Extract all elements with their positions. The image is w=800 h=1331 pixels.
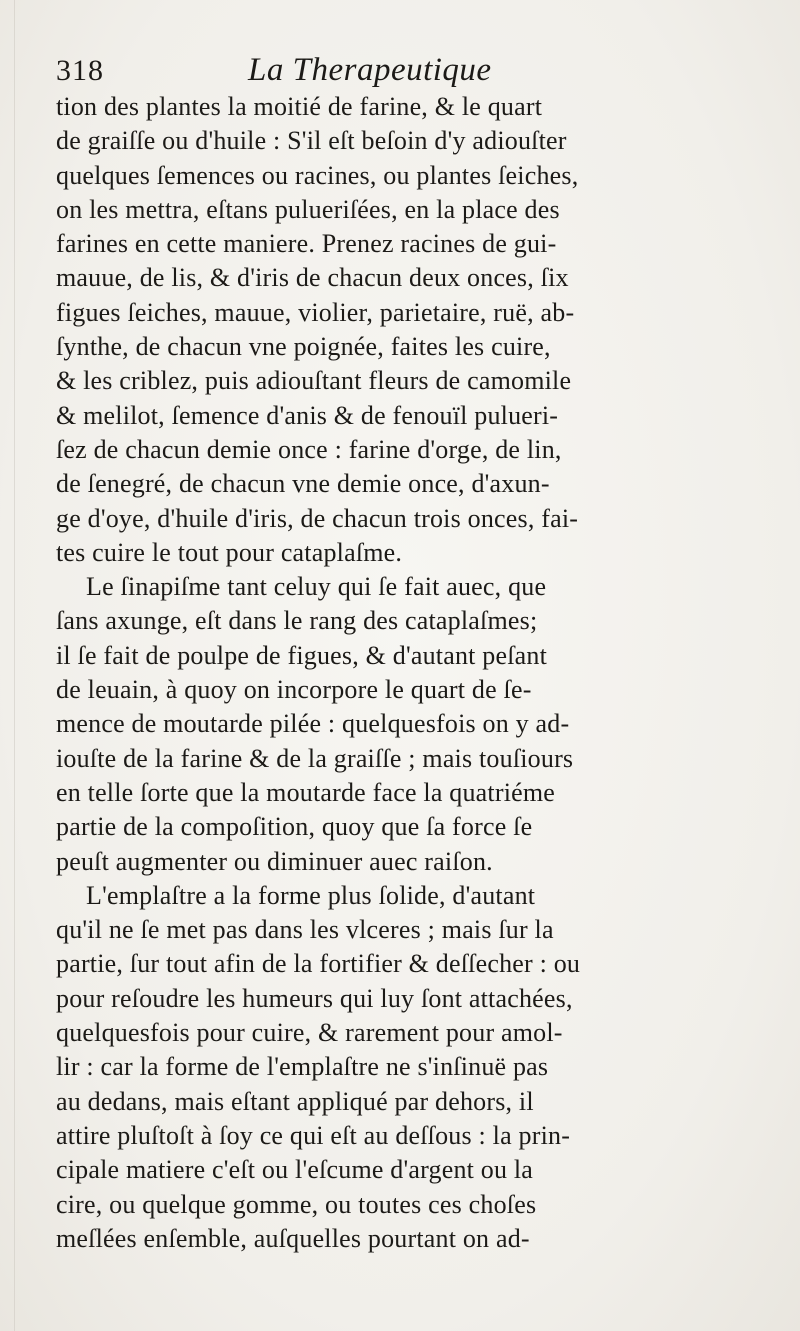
running-title: La Therapeutique (248, 52, 492, 88)
paragraph-start-line: Le ſinapiſme tant celuy qui ſe fait auec, que (86, 572, 547, 602)
text-line: partie, ſur tout afin de la fortifier & deſſecher : ou (56, 949, 581, 979)
text-line: quelquesfois pour cuire, & rarement pour amol- (56, 1018, 563, 1048)
text-line: ſynthe, de chacun vne poignée, faites les cuire, (56, 332, 551, 362)
text-line: cipale matiere c'eſt ou l'eſcume d'argent ou la (56, 1155, 534, 1185)
text-line: peuſt augmenter ou diminuer auec raiſon. (56, 846, 493, 876)
text-line: ſans axunge, eſt dans le rang des cataplaſmes; (56, 606, 538, 636)
text-line: pour reſoudre les humeurs qui luy ſont attachées, (56, 983, 573, 1013)
text-line: lir : car la forme de l'emplaſtre ne s'inſinuë pas (56, 1052, 549, 1082)
body-text (56, 90, 774, 1256)
text-line: mauue, de lis, & d'iris de chacun deux onces, ſix (56, 263, 569, 293)
text-line: ge d'oye, d'huile d'iris, de chacun trois onces, fai- (56, 503, 579, 533)
page-number: 318 (56, 54, 104, 87)
text-line: cire, ou quelque gomme, ou toutes ces choſes (56, 1189, 537, 1219)
text-line: quelques ſemences ou racines, ou plantes ſeiches, (56, 160, 579, 190)
text-line: attire pluſtoſt à ſoy ce qui eſt au deſſous : la prin- (56, 1120, 571, 1150)
page-header (56, 52, 756, 92)
text-line: qu'il ne ſe met pas dans les vlceres ; mais ſur la (56, 915, 554, 945)
text-line: ſez de chacun demie once : farine d'orge, de lin, (56, 434, 562, 464)
page-crease (14, 0, 15, 1331)
text-line: tes cuire le tout pour cataplaſme. (56, 537, 403, 567)
text-line: de graiſſe ou d'huile : S'il eſt beſoin d'y adiouſter (56, 126, 567, 156)
text-line: mence de moutarde pilée : quelquesfois on y ad- (56, 709, 570, 739)
text-line: de leuain, à quoy on incorpore le quart de ſe- (56, 675, 532, 705)
paragraph-start-line: L'emplaſtre a la forme plus ſolide, d'autant (86, 880, 536, 910)
text-line: de ſenegré, de chacun vne demie once, d'axun- (56, 469, 550, 499)
text-line: & melilot, ſemence d'anis & de fenouïl pulueri- (56, 400, 559, 430)
text-line: meſlées enſemble, auſquelles pourtant on ad- (56, 1223, 530, 1253)
text-line: iouſte de la farine & de la graiſſe ; mais touſiours (56, 743, 574, 773)
text-line: au dedans, mais eſtant appliqué par dehors, il (56, 1086, 534, 1116)
text-line: & les criblez, puis adiouſtant fleurs de camomile (56, 366, 572, 396)
text-line: partie de la compoſition, quoy que ſa force ſe (56, 812, 533, 842)
text-line: on les mettra, eſtans pulueriſées, en la place des (56, 194, 560, 224)
text-line: il ſe fait de poulpe de figues, & d'autant peſant (56, 640, 548, 670)
text-line: farines en cette maniere. Prenez racines de gui- (56, 229, 557, 259)
text-line: figues ſeiches, mauue, violier, parietaire, ruë, ab- (56, 297, 575, 327)
text-line: en telle ſorte que la moutarde face la quatriéme (56, 777, 556, 807)
text-line: tion des plantes la moitié de farine, & le quart (56, 92, 543, 121)
